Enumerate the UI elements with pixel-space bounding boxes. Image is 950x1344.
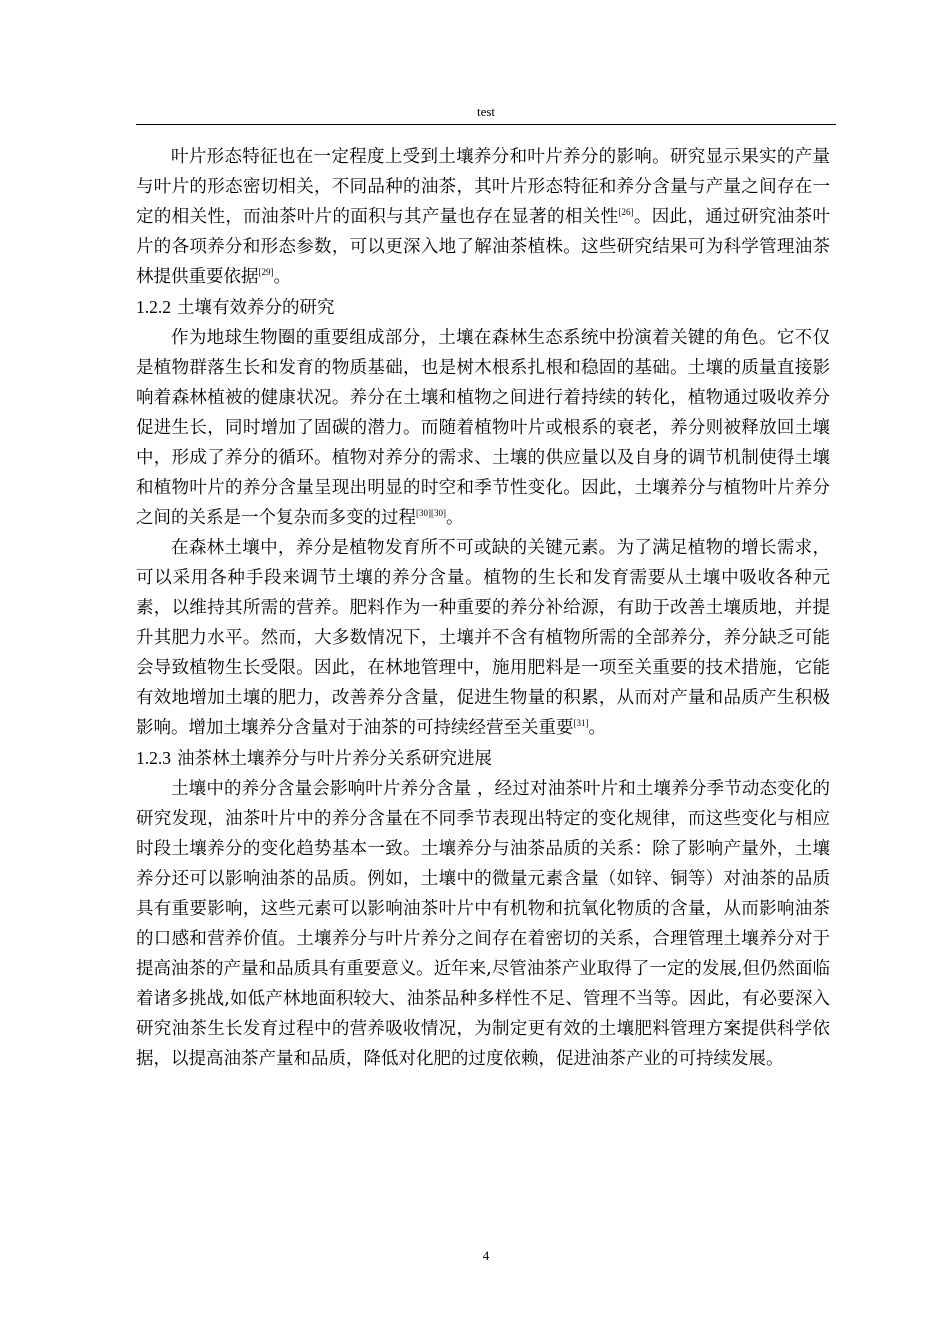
citation: [26] — [618, 207, 634, 217]
page-number: 4 — [482, 1248, 490, 1263]
paragraph-soil-leaf-relationship: 土壤中的养分含量会影响叶片养分含量 ，经过对油茶叶片和土壤养分季节动态变化的研究发现，油茶叶片中的养分含量在不同季节表现出特定的变化规律，而这些变化与相应时段土壤养分的变化趋势基本一致。土壤养分与油茶品质的关系：除了影响产量外，土壤养分还可以影响油茶的品质。例如，土壤中的微量元素含量（如锌、铜等）对油茶的品质具有重要影响，这些元素可以影响油茶叶片中有机物和抗氧化物质的含量，从而影响油茶的口感和营养价值。土壤养分与叶片养分之间存在着密切的关系，合理管理土壤养分对于提高油茶的产量和品质具有重要意义。近年来,尽管油茶产业取得了一定的发展,但仍然面临着诸多挑战,如低产林地面积较大、油茶品种多样性不足、管理不当等。因此，有必要深入研究油茶生长发育过程中的营养吸收情况，为制定更有效的土壤肥料管理方案提供科学依据，以提高油茶产量和品质，降低对化肥的过度依赖，促进油茶产业的可持续发展。 — [136, 779, 830, 1069]
section-number: 1.2.2 — [136, 297, 171, 317]
header-rule — [136, 124, 836, 125]
paragraph-soil-nutrients: 在森林土壤中，养分是植物发育所不可或缺的关键元素。为了满足植物的增长需求，可以采用各种手段来调节土壤的养分含量。植物的生长和发育需要从土壤中吸收各种元素，以维持其所需的营养。肥料作为一种重要的养分补给源，有助于改善土壤质地，并提升其肥力水平。然而，大多数情况下，土壤并不含有植物所需的全部养分，养分缺乏可能会导致植物生长受限。因此，在林地管理中，施用肥料是一项至关重要的技术措施，它能有效地增加土壤的肥力，改善养分含量，促进生物量的积累，从而对产量和品质产生积极影响。增加土壤养分含量对于油茶的可持续经营至关重要[31]。 — [136, 538, 830, 738]
section-title: 土壤有效养分的研究 — [177, 298, 335, 318]
section-heading-1-2-2 — [136, 292, 830, 323]
citation: [30][30] — [416, 508, 446, 518]
citation: [29] — [258, 267, 274, 277]
citation: [31] — [573, 718, 589, 728]
paragraph-soil-role: 作为地球生物圈的重要组成部分，土壤在森林生态系统中扮演着关键的角色。它不仅是植物群落生长和发育的物质基础，也是树木根系扎根和稳固的基础。土壤的质量直接影响着森林植被的健康状况。养分在土壤和植物之间进行着持续的转化，植物通过吸收养分促进生长，同时增加了固碳的潜力。而随着植物叶片或根系的衰老，养分则被释放回土壤中，形成了养分的循环。植物对养分的需求、土壤的供应量以及自身的调节机制使得土壤和植物叶片的养分含量呈现出明显的时空和季节性变化。因此，土壤养分与植物叶片养分之间的关系是一个复杂而多变的过程[30][30]。 — [136, 328, 830, 528]
paragraph-leaf-morphology: 叶片形态特征也在一定程度上受到土壤养分和叶片养分的影响。研究显示果实的产量与叶片的形态密切相关，不同品种的油茶，其叶片形态特征和养分含量与产量之间存在一定的相关性，而油茶叶片的面积与其产量也存在显著的相关性[26]。因此，通过研究油茶叶片的各项养分和形态参数，可以更深入地了解油茶植株。这些研究结果可为科学管理油茶林提供重要依据[29]。 — [136, 147, 831, 287]
section-number: 1.2.3 — [136, 748, 171, 768]
page-header: test — [476, 104, 496, 119]
section-title: 油茶林土壤养分与叶片养分关系研究进展 — [177, 749, 492, 769]
section-heading-1-2-3 — [136, 743, 830, 774]
body-text — [136, 142, 830, 1074]
